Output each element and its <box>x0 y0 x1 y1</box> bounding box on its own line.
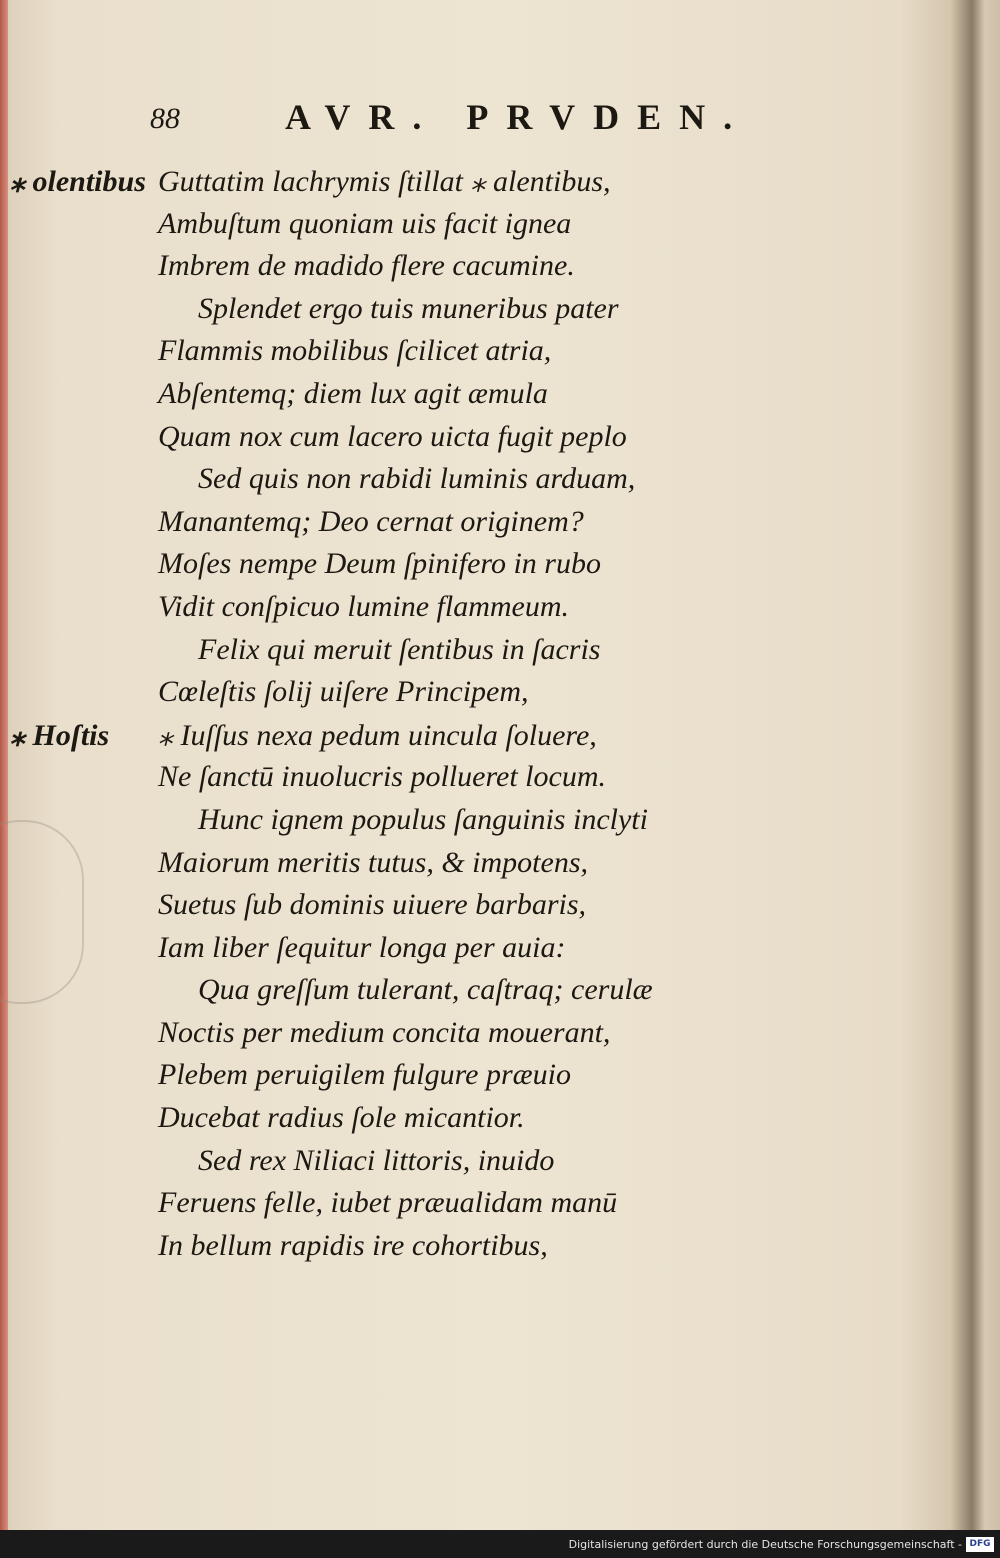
verse-text: Plebem peruigilem fulgure præuio <box>158 1058 571 1092</box>
verse-text: Ne ſanctū inuolucris pollueret locum. <box>158 760 606 794</box>
verse-text: Flammis mobilibus ſcilicet atria, <box>158 334 552 368</box>
funding-credit: Digitalisierung gefördert durch die Deutsche Forschungsgemeinschaft - <box>568 1538 962 1551</box>
verse-line <box>0 884 1000 927</box>
verse-line <box>0 927 1000 970</box>
verse-line <box>0 1225 1000 1268</box>
verse-text: Splendet ergo tuis muneribus pater <box>198 291 619 325</box>
verse-line <box>0 245 1000 288</box>
marginal-note: ⁎ olentibus <box>10 165 146 198</box>
verse-line <box>0 160 1000 203</box>
verse-line <box>0 501 1000 544</box>
verse-text: Abſentemq; diem lux agit æmula <box>158 376 548 410</box>
running-head: AVR. PRVDEN. <box>285 97 751 137</box>
verse-text: Manantemq; Deo cernat originem? <box>158 504 584 538</box>
folio-number: 88 <box>150 102 180 135</box>
verse-line <box>0 842 1000 885</box>
verse-line <box>0 756 1000 799</box>
verse-text: Vidit conſpicuo lumine flammeum. <box>158 589 570 623</box>
verse-text: Moſes nempe Deum ſpinifero in rubo <box>158 547 601 581</box>
verse-line <box>0 1140 1000 1183</box>
verse-line <box>0 1012 1000 1055</box>
verse-line <box>0 458 1000 501</box>
verse-line <box>0 373 1000 416</box>
verse-line <box>0 288 1000 331</box>
verse-line <box>0 799 1000 842</box>
verse-text: Ducebat radius ſole micantior. <box>158 1101 525 1135</box>
verse-text: Guttatim lachrymis ſtillat ⁎ alentibus, <box>158 165 611 198</box>
verse-text: Cœleſtis ſolij uiſere Principem, <box>158 675 529 709</box>
marginal-note: ⁎ Hoſtis <box>10 718 110 752</box>
verse-text: In bellum rapidis ire cohortibus, <box>158 1228 548 1262</box>
verse-block <box>0 160 1000 1267</box>
verse-text: Sed quis non rabidi luminis arduam, <box>198 462 636 496</box>
verse-text: Qua greſſum tulerant, caſtraq; cerulæ <box>198 973 653 1007</box>
digitization-footer <box>0 1530 1000 1558</box>
verse-line <box>0 714 1000 757</box>
verse-text: Ambuſtum quoniam uis facit ignea <box>158 206 572 240</box>
verse-line <box>0 543 1000 586</box>
verse-line <box>0 416 1000 459</box>
page-header <box>0 96 1000 140</box>
verse-text: Suetus ſub dominis uiuere barbaris, <box>158 888 587 922</box>
verse-text: Feruens felle, iubet præualidam manū <box>158 1186 618 1220</box>
verse-text: Maiorum meritis tutus, & impotens, <box>158 845 589 879</box>
verse-text: ⁎ Iuſſus nexa pedum uincula ſoluere, <box>158 718 597 752</box>
verse-line <box>0 586 1000 629</box>
verse-text: Noctis per medium concita mouerant, <box>158 1015 611 1049</box>
verse-line <box>0 629 1000 672</box>
verse-text: Quam nox cum lacero uicta fugit peplo <box>158 419 627 453</box>
verse-line <box>0 671 1000 714</box>
verse-text: Iam liber ſequitur longa per auia: <box>158 930 566 964</box>
verse-line <box>0 203 1000 246</box>
verse-text: Sed rex Niliaci littoris, inuido <box>198 1143 555 1177</box>
verse-text: Imbrem de madido flere cacumine. <box>158 249 575 283</box>
dfg-logo: DFG <box>966 1537 994 1552</box>
verse-line <box>0 1182 1000 1225</box>
verse-line <box>0 969 1000 1012</box>
verse-text: Felix qui meruit ſentibus in ſacris <box>198 632 601 666</box>
verse-line <box>0 1054 1000 1097</box>
verse-line <box>0 1097 1000 1140</box>
verse-line <box>0 330 1000 373</box>
verse-text: Hunc ignem populus ſanguinis inclyti <box>198 802 648 836</box>
